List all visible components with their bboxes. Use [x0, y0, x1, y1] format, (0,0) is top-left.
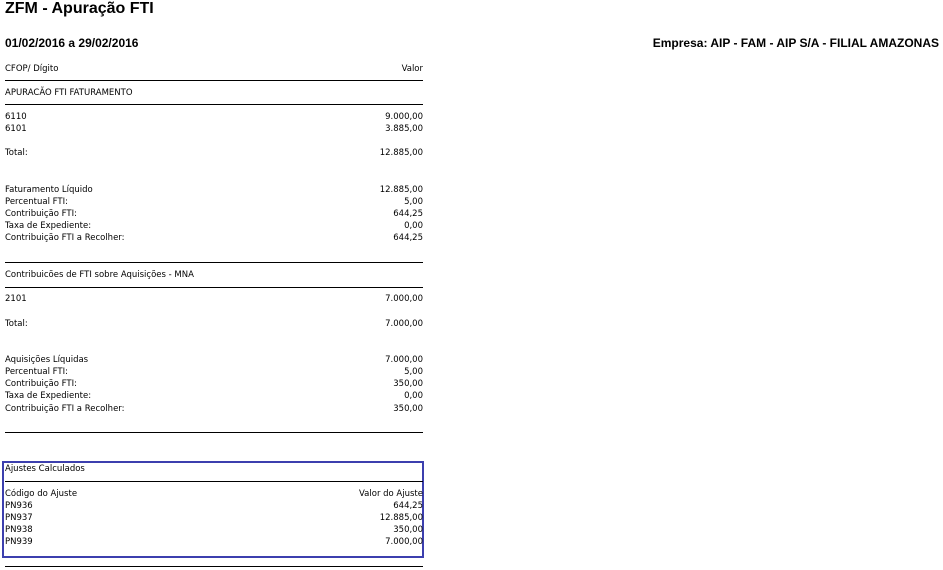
item-code: 6110 [5, 112, 27, 122]
summary-value: 350,00 [393, 379, 423, 389]
adjustment-code: PN936 [5, 501, 33, 511]
column-header-valor: Valor [401, 64, 423, 74]
report-title: ZFM - Apuração FTI [5, 0, 154, 17]
section2-total [5, 319, 423, 331]
adjustment-row [5, 501, 423, 513]
adjustments-col-value: Valor do Ajuste [359, 489, 423, 499]
total-label: Total: [5, 148, 28, 158]
summary-row [5, 221, 423, 233]
divider [5, 80, 423, 81]
section1-title: APURACÃO FTI FATURAMENTO [5, 88, 133, 98]
summary-label: Aquisições Líquidas [5, 355, 89, 365]
item-code: 2101 [5, 294, 27, 304]
summary-label: Taxa de Expediente: [5, 391, 92, 401]
summary-value: 0,00 [404, 221, 423, 231]
adjustments-title: Ajustes Calculados [5, 464, 85, 474]
section1-item [5, 124, 423, 136]
divider [5, 481, 423, 482]
divider [5, 262, 423, 263]
summary-row [5, 391, 423, 403]
section2-title: Contribuicões de FTI sobre Aquisições - MNA [5, 270, 194, 280]
adjustment-row [5, 537, 423, 549]
adjustment-row [5, 525, 423, 537]
summary-label: Percentual FTI: [5, 197, 68, 207]
summary-label: Taxa de Expediente: [5, 221, 92, 231]
summary-value: 0,00 [404, 391, 423, 401]
summary-label: Contribuição FTI: [5, 209, 77, 219]
summary-value: 12.885,00 [379, 185, 423, 195]
column-header [5, 64, 423, 76]
section1-item [5, 112, 423, 124]
summary-value: 7.000,00 [385, 355, 423, 365]
summary-value: 350,00 [393, 404, 423, 414]
divider [5, 287, 423, 288]
summary-row [5, 355, 423, 367]
section1-total [5, 148, 423, 160]
item-value: 3.885,00 [385, 124, 423, 134]
company-name: Empresa: AIP - FAM - AIP S/A - FILIAL AMAZONAS [652, 36, 939, 50]
summary-label: Faturamento Líquido [5, 185, 93, 195]
section1-title-row [5, 88, 423, 100]
summary-row [5, 185, 423, 197]
summary-value: 644,25 [393, 209, 423, 219]
summary-row [5, 209, 423, 221]
total-value: 7.000,00 [385, 319, 423, 329]
summary-label: Percentual FTI: [5, 367, 68, 377]
adjustment-code: PN939 [5, 537, 33, 547]
column-header-cfop: CFOP/ Dígito [5, 64, 59, 74]
item-value: 7.000,00 [385, 294, 423, 304]
adjustment-code: PN937 [5, 513, 33, 523]
summary-label: Contribuição FTI a Recolher: [5, 404, 125, 414]
adjustment-row [5, 513, 423, 525]
adjustments-header [5, 489, 423, 501]
divider [5, 432, 423, 433]
total-value: 12.885,00 [379, 148, 423, 158]
item-value: 9.000,00 [385, 112, 423, 122]
item-code: 6101 [5, 124, 27, 134]
adjustment-value: 12.885,00 [379, 513, 423, 523]
total-label: Total: [5, 319, 28, 329]
summary-row [5, 404, 423, 416]
summary-value: 5,00 [404, 197, 423, 207]
adjustment-value: 7.000,00 [385, 537, 423, 547]
summary-value: 644,25 [393, 233, 423, 243]
section2-item [5, 294, 423, 306]
report-period: 01/02/2016 a 29/02/2016 [5, 36, 139, 50]
section2-title-row [5, 270, 423, 282]
adjustments-title-row [5, 464, 423, 476]
summary-row [5, 233, 423, 245]
adjustment-code: PN938 [5, 525, 33, 535]
summary-row [5, 379, 423, 391]
divider [5, 566, 423, 567]
adjustment-value: 350,00 [393, 525, 423, 535]
summary-value: 5,00 [404, 367, 423, 377]
adjustments-col-code: Código do Ajuste [5, 489, 78, 499]
summary-row [5, 197, 423, 209]
divider [5, 104, 423, 105]
summary-label: Contribuição FTI a Recolher: [5, 233, 125, 243]
summary-row [5, 367, 423, 379]
adjustment-value: 644,25 [393, 501, 423, 511]
summary-label: Contribuição FTI: [5, 379, 77, 389]
